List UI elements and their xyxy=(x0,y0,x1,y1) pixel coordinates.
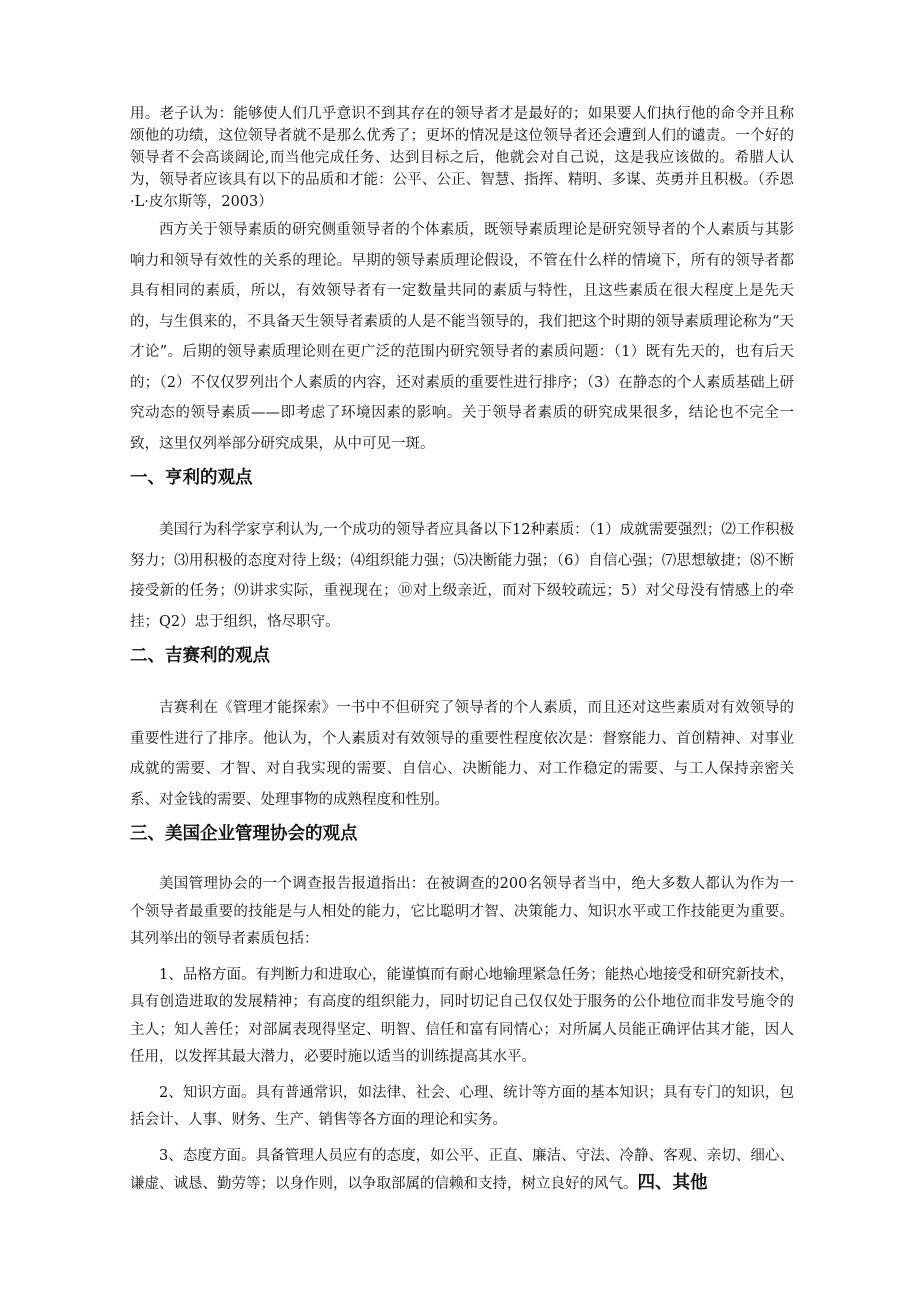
ama-item-attitude-text: 3、态度方面。具备管理人员应有的态度，如公平、正直、廉洁、守法、冷静、客观、亲切、细心、谦虚、诚恳、勤劳等；以身作则，以争取部属的信赖和支持，树立良好的风气。 xyxy=(130,1147,794,1192)
intro-paragraph: 用。老子认为：能够使人们几乎意识不到其存在的领导者才是最好的；如果要人们执行他的命令并且称颂他的功绩，这位领导者就不是那么优秀了；更坏的情况是这位领导者还会遭到人们的谴责。一个好的领导者不会高谈阔论,而当他完成任务、达到目标之后，他就会对自己说，这是我应该做的。希腊人认为，领导者应该具有以下的品质和才能：公平、公正、智慧、指挥、精明、多谋、英勇并且积极。（乔恩·L·皮尔斯等，2003） xyxy=(130,106,794,210)
section-heading-henry: 一、亨利的观点 xyxy=(130,468,253,488)
ama-paragraph: 美国管理协会的一个调查报告报道指出：在被调查的200名领导者当中，绝大多数人都认为作为一个领导者最重要的技能是与人相处的能力，它比聪明才智、决策能力、知识水平或工作技能更为重要。其列举出的领导者素质包括： xyxy=(130,876,794,947)
section-heading-other: 四、其他 xyxy=(637,1173,708,1193)
section-heading-ama: 三、美国企业管理协会的观点 xyxy=(130,824,358,844)
document-page xyxy=(130,103,794,1199)
henry-paragraph: 美国行为科学家亨利认为,一个成功的领导者应具备以下12种素质：（1）成就需要强烈；⑵工作积极努力；⑶用积极的态度对待上级；⑷组织能力强；⑸决断能力强；（6）自信心强；⑺思想敏捷；⑻不断接受新的任务；⑼讲求实际，重视现在；⑩对上级亲近，而对下级较疏远；5）对父母没有情感上的牵挂；Q2）忠于组织，恪尽职守。 xyxy=(130,522,794,630)
western-theory-paragraph: 西方关于领导素质的研究侧重领导者的个体素质，既领导素质理论是研究领导者的个人素质与其影响力和领导有效性的关系的理论。早期的领导素质理论假设，不管在什么样的情境下，所有的领导者都具有相同的素质，所以，有效领导者有一定数量共同的素质与特性，且这些素质在很大程度上是先天的，与生俱来的，不具备天生领导者素质的人是不能当领导的，我们把这个时期的领导素质理论称为“天才论”。后期的领导素质理论则在更广泛的范围内研究领导者的素质问题：（1）既有先天的，也有后天的；（2）不仅仅罗列出个人素质的内容，还对素质的重要性进行排序；（3）在静态的个人素质基础上研究动态的领导素质——即考虑了环境因素的影响。关于领导者素质的研究成果很多，结论也不完全一致，这里仅列举部分研究成果，从中可见一斑。 xyxy=(130,222,794,452)
ama-item-knowledge: 2、知识方面。具有普通常识，如法律、社会、心理、统计等方面的基本知识；具有专门的知识，包括会计、人事、财务、生产、销售等各方面的理论和实务。 xyxy=(130,1084,794,1128)
ama-item-attitude xyxy=(130,1143,794,1199)
ama-item-character: 1、品格方面。有判断力和进取心，能谨慎而有耐心地输理紧急任务；能热心地接受和研究新技术，具有创造进取的发展精神；有高度的组织能力，同时切记自己仅仅处于服务的公仆地位而非发号施令的主人；知人善任；对部属表现得坚定、明智、信任和富有同情心；对所属人员能正确评估其才能，因人任用，以发挥其最大潜力，必要时施以适当的训练提高其水平。 xyxy=(130,966,794,1065)
ghiselli-paragraph: 吉赛利在《管理才能探索》一书中不但研究了领导者的个人素质，而且还对这些素质对有效领导的重要性进行了排序。他认为，个人素质对有效领导的重要性程度依次是：督察能力、首创精神、对事业成就的需要、才智、对自我实现的需要、自信心、决断能力、对工作稳定的需要、与工人保持亲密关系、对金钱的需要、处理事物的成熟程度和性别。 xyxy=(130,700,794,808)
section-heading-ghiselli: 二、吉赛利的观点 xyxy=(130,646,270,666)
